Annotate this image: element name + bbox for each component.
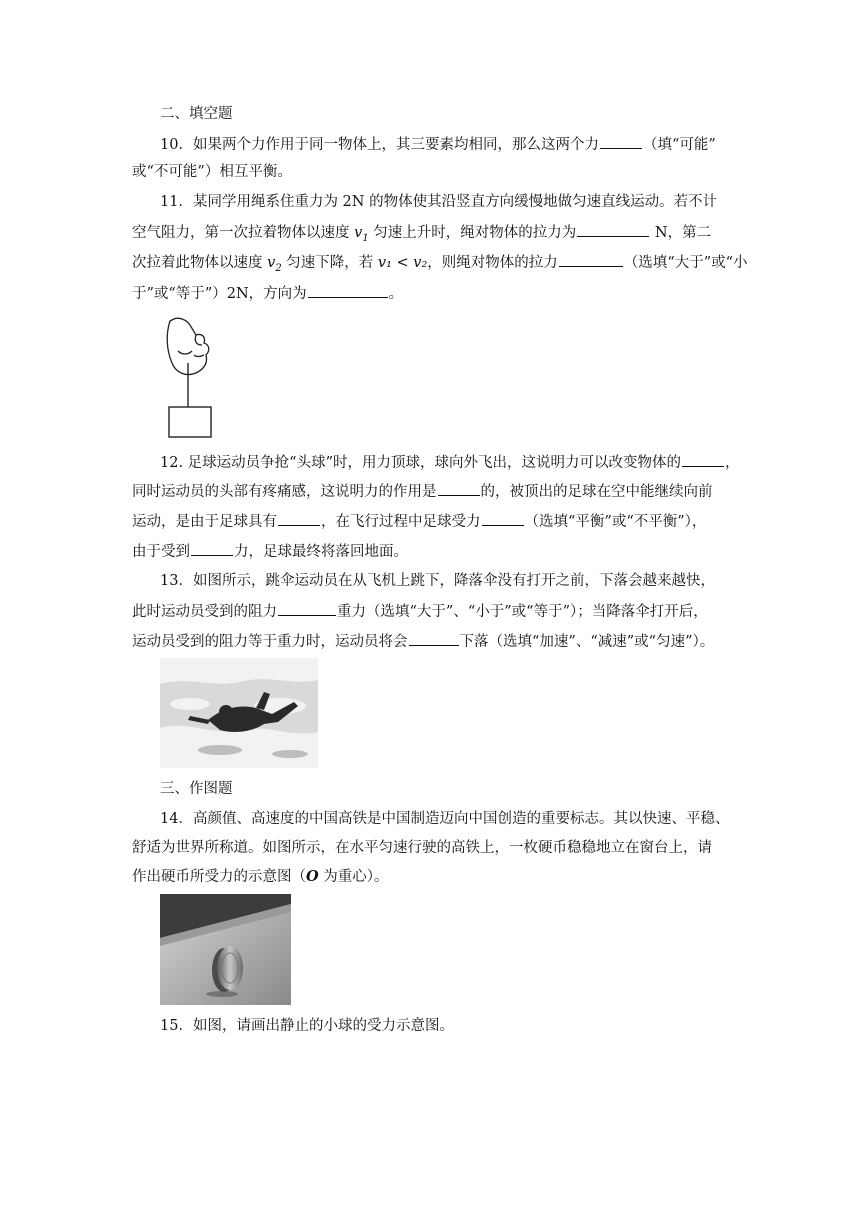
hand-rope-block-figure <box>160 315 220 441</box>
q10-blank[interactable] <box>600 134 642 149</box>
q11-v2-sub: 2 <box>275 262 282 274</box>
question-11-line-2 <box>132 222 711 249</box>
q12-blank-3[interactable] <box>278 511 320 526</box>
q13-blank-2[interactable] <box>409 631 459 646</box>
q11-text-a: 空气阻力，第一次拉着物体以速度 <box>132 225 355 241</box>
q14-text-a: 作出硬币所受力的示意图（ <box>132 869 306 885</box>
q11-v1: v <box>354 225 363 241</box>
q12-text-a: 12. 足球运动员争抢“头球”时，用力顶球，球向外飞出，这说明力可以改变物体的 <box>160 455 681 471</box>
q12-text-f: ，在飞行过程中足球受力 <box>321 514 481 530</box>
block-icon <box>169 407 211 437</box>
q11-text-d: 次拉着此物体以速度 <box>132 255 268 271</box>
q11-text-g: （选填“大于”或“小 <box>623 255 748 271</box>
q12-text-g: （选填“平衡”或“不平衡”）， <box>524 514 707 530</box>
q11-text-h: 于”或“等于”）2N，方向为 <box>132 286 307 302</box>
q11-blank-3[interactable] <box>308 283 388 298</box>
question-13-line-2 <box>132 601 708 622</box>
coin-on-windowsill-photo <box>160 894 291 1005</box>
q11-text-c: N，第二 <box>650 225 712 241</box>
question-11-line-1: 11．某同学用绳系住重力为 2N 的物体使其沿竖直方向缓慢地做匀速直线运动。若不计 <box>160 194 718 210</box>
q11-text-b: 匀速上升时，绳对物体的拉力为 <box>368 225 577 241</box>
q13-blank-1[interactable] <box>278 601 336 616</box>
q12-text-h: 由于受到 <box>132 544 190 560</box>
question-14-line-1: 14．高颜值、高速度的中国高铁是中国制造迈向中国创造的重要标志。其以快速、平稳、 <box>160 811 730 827</box>
question-14-line-2: 舒适为世界所称道。如图所示，在水平匀速行驶的高铁上，一枚硬币稳稳地立在窗台上，请 <box>132 840 712 856</box>
section-title-draw: 三、作图题 <box>160 781 233 797</box>
q11-text-f: ，则绳对物体的拉力 <box>427 255 558 271</box>
q11-v1-sub: 1 <box>362 232 369 244</box>
q12-text-e: 运动，是由于足球具有 <box>132 514 277 530</box>
q13-text-c: 运动员受到的阻力等于重力时，运动员将会 <box>132 634 408 650</box>
question-12-line-4 <box>132 541 408 562</box>
q13-text-a: 此时运动员受到的阻力 <box>132 604 277 620</box>
q12-text-c: 同时运动员的头部有疼痛感，这说明力的作用是 <box>132 484 437 500</box>
q11-text-e: 匀速下降，若 <box>281 255 378 271</box>
section-title-fill: 二、填空题 <box>160 106 233 122</box>
question-13-line-1: 13．如图所示，跳伞运动员在从飞机上跳下，降落伞没有打开之前，下落会越来越快， <box>160 573 715 589</box>
question-10-line-1 <box>160 134 716 155</box>
question-11-line-4 <box>132 283 403 304</box>
q12-text-i: 力，足球最终将落回地面。 <box>234 544 408 560</box>
q10-text-a: 10．如果两个力作用于同一物体上，其三要素均相同，那么这两个力 <box>160 137 599 153</box>
question-13-line-3 <box>132 631 714 652</box>
question-10-line-2: 或“不可能”）相互平衡。 <box>132 164 292 180</box>
question-12-line-2 <box>132 481 713 502</box>
q13-text-d: 下落（选填“加速”、“减速”或“匀速”）。 <box>459 634 715 650</box>
q14-text-b: 为重心）。 <box>318 869 389 885</box>
question-11-line-3 <box>132 252 748 279</box>
q11-inequality: v₁ < v₂ <box>377 255 428 271</box>
q12-blank-1[interactable] <box>682 452 724 467</box>
question-15-line-1: 15．如图，请画出静止的小球的受力示意图。 <box>160 1018 454 1034</box>
q12-blank-2[interactable] <box>438 481 480 496</box>
q10-text-b: （填“可能” <box>642 137 716 153</box>
q11-blank-1[interactable] <box>577 222 649 237</box>
q11-v2: v <box>267 255 276 271</box>
skydiver-photo <box>160 658 318 768</box>
q12-text-d: 的，被顶出的足球在空中能继续向前 <box>480 484 713 500</box>
question-12-line-1 <box>160 452 740 473</box>
q11-text-i: 。 <box>388 286 404 302</box>
q13-text-b: 重力（选填“大于”、“小于”或“等于”）；当降落伞打开后， <box>337 604 708 620</box>
q11-blank-2[interactable] <box>559 252 623 267</box>
question-12-line-3 <box>132 511 706 532</box>
q12-text-b: ， <box>725 455 740 471</box>
q12-blank-4[interactable] <box>482 511 524 526</box>
q12-blank-5[interactable] <box>191 541 233 556</box>
question-14-line-3 <box>132 867 389 887</box>
q14-center-label: O <box>306 868 319 885</box>
